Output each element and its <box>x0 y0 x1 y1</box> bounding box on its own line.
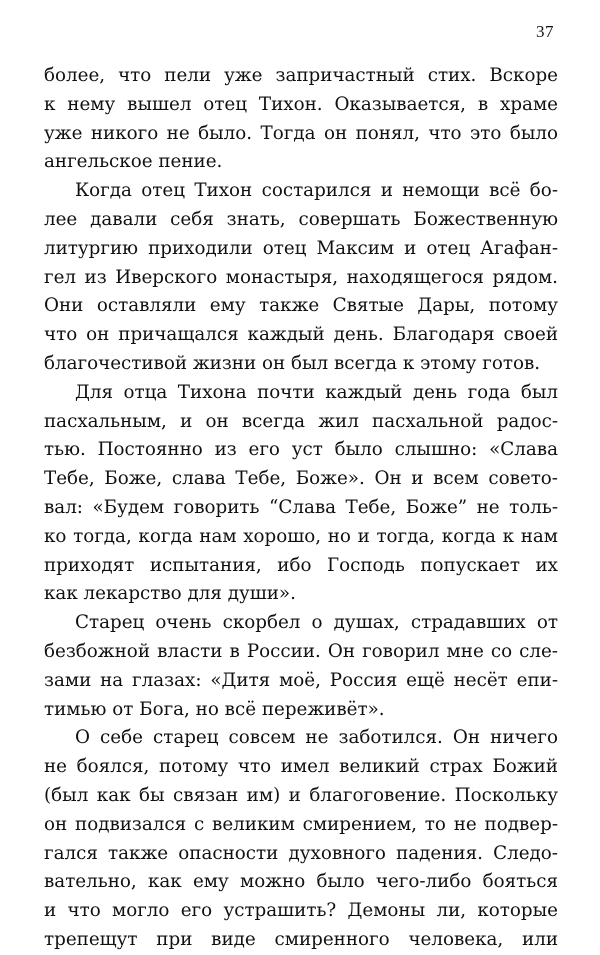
text-line: к нему вышел отец Тихон. Оказывается, в храме <box>44 93 558 115</box>
text-line: ко тогда, когда нам хорошо, но и тогда, когда к нам <box>44 525 558 547</box>
text-line: безбожной власти в России. Он говорил мне со сле- <box>44 640 558 662</box>
text-line: гался также опасности духовного падения. Следо- <box>44 842 558 864</box>
text-line: ангельское пение. <box>44 151 223 173</box>
text-line: тимью от Бога, но всё переживёт». <box>44 698 385 720</box>
text-line: Старец очень скорбел о душах, страдавших от <box>75 612 558 634</box>
text-line: пасхальным, и он всегда жил пасхальной радос- <box>44 410 558 432</box>
text-line: что он причащался каждый день. Благодаря своей <box>44 324 558 346</box>
text-line: О себе старец совсем не заботился. Он ничего <box>75 727 558 749</box>
text-line: Тебе, Боже, слава Тебе, Боже». Он и всем совето- <box>44 468 558 490</box>
paragraph <box>44 62 558 177</box>
page-number: 37 <box>536 22 554 41</box>
text-line: уже никого не было. Тогда он понял, что это было <box>44 122 558 144</box>
text-line: тью. Постоянно из его уст было слышно: «Слава <box>44 439 558 461</box>
text-line: Они оставляли ему также Святые Дары, потому <box>44 295 558 317</box>
paragraph <box>44 379 558 609</box>
text-line: как лекарство для души». <box>44 583 296 605</box>
paragraph <box>44 609 558 724</box>
text-line: зами на глазах: «Дитя моё, Россия ещё несёт епи- <box>44 669 558 691</box>
text-line: вательно, как ему можно было чего-либо бояться <box>44 871 558 893</box>
text-line: Когда отец Тихон состарился и немощи всё бо- <box>75 180 558 202</box>
text-line: Для отца Тихона почти каждый день года был <box>75 381 558 403</box>
text-line: лее давали себя знать, совершать Божественную <box>44 208 558 230</box>
text-line: он подвизался с великим смирением, то не подвер- <box>44 813 558 835</box>
text-line: вал: «Будем говорить “Слава Тебе, Боже” не толь- <box>44 496 558 518</box>
text-line: не боялся, потому что имел великий страх Божий <box>44 756 558 778</box>
text-line: благочестивой жизни он был всегда к этому готов. <box>44 352 541 374</box>
text-body <box>44 62 558 955</box>
text-line: гел из Иверского монастыря, находящегося рядом. <box>44 266 558 288</box>
paragraph <box>44 724 558 954</box>
text-line: и что могло его устрашить? Демоны ли, которые <box>44 900 558 922</box>
text-line: (был как бы связан им) и благоговение. Поскольку <box>44 784 558 806</box>
text-line: трепещут при виде смиренного человека, или <box>44 928 558 950</box>
text-line: приходят испытания, ибо Господь попускает их <box>44 554 558 576</box>
text-line: более, что пели уже запричастный стих. Вскоре <box>44 65 558 86</box>
paragraph <box>44 177 558 379</box>
text-line: литургию приходили отец Максим и отец Агафан- <box>44 237 558 259</box>
